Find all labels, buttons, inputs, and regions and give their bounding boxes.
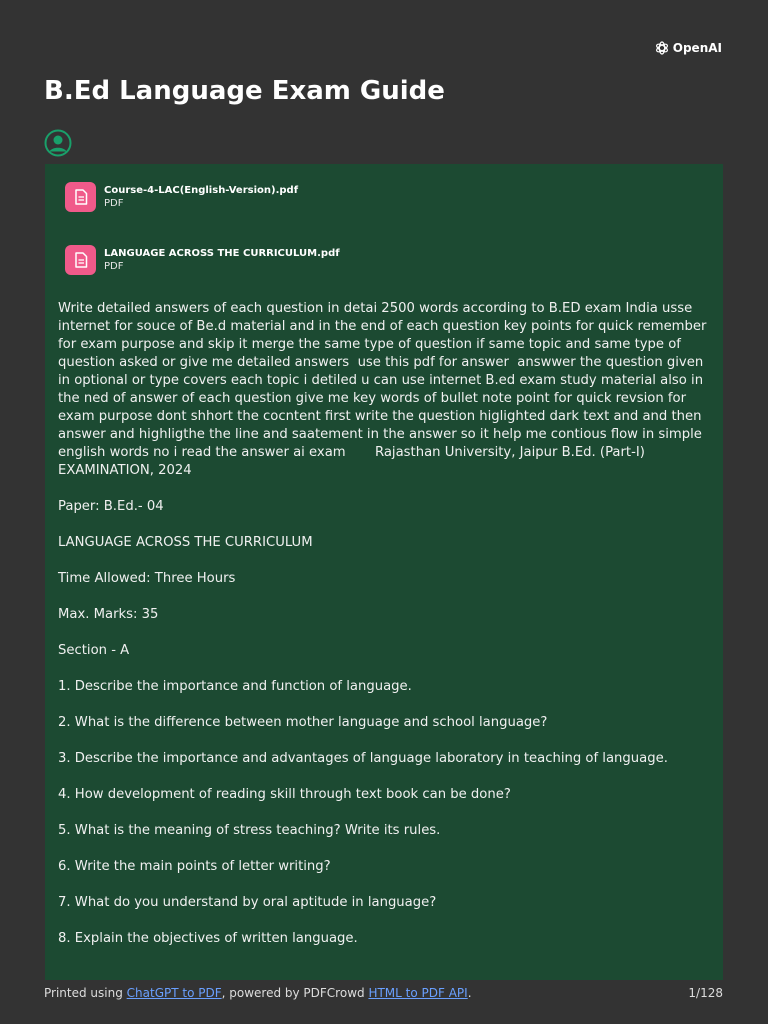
footer-middle: , powered by PDFCrowd bbox=[221, 986, 369, 1000]
footer-prefix: Printed using bbox=[44, 986, 127, 1000]
question-item: 2. What is the difference between mother language and school language? bbox=[58, 715, 548, 730]
html-to-pdf-api-link[interactable]: HTML to PDF API bbox=[368, 986, 468, 1000]
attachment-type: PDF bbox=[104, 198, 124, 209]
question-item: 1. Describe the importance and function of language. bbox=[58, 679, 412, 694]
attachment-item[interactable] bbox=[65, 182, 298, 212]
message-content bbox=[58, 300, 710, 948]
brand-name: OpenAI bbox=[672, 41, 722, 55]
attachment-name: Course-4-LAC(English-Version).pdf bbox=[104, 185, 299, 196]
footer-suffix: . bbox=[467, 986, 472, 1000]
question-item: 6. Write the main points of letter writing? bbox=[58, 859, 331, 874]
attachment-name: LANGUAGE ACROSS THE CURRICULUM.pdf bbox=[104, 248, 340, 259]
marks-line: Max. Marks: 35 bbox=[58, 607, 159, 622]
openai-brand bbox=[654, 40, 722, 56]
question-item: 4. How development of reading skill through text book can be done? bbox=[58, 787, 511, 802]
time-line: Time Allowed: Three Hours bbox=[58, 571, 236, 586]
question-item: 7. What do you understand by oral aptitude in language? bbox=[58, 895, 437, 910]
footer bbox=[44, 986, 472, 1000]
prompt-text: Write detailed answers of each question in detai 2500 words according to B.ED exam India usse internet for souce of Be.d material and in the end of each question key points for quick remember for exam purpose and skip it merge the same type of question if same topic and same type of question asked or give me detailed answers use this pdf for answer answwer the question given in optional or type covers each topic i detiled u can use internet B.ed exam study material also in the ned of answer of each question give me key words of bullet note point for quick revsion for exam purpose dont shhort the cocntent first write the question higlighted dark text and and then answer and highligthe the line and saatement in the answer so it help me contious flow in simple english words no i read the answer ai exam Rajasthan University, Jaipur B.Ed. (Part-I) EXAMINATION, 2024 bbox=[58, 301, 711, 478]
attachment-type: PDF bbox=[104, 261, 124, 272]
question-item: 8. Explain the objectives of written language. bbox=[58, 931, 358, 946]
user-message-panel bbox=[45, 164, 723, 980]
question-item: 3. Describe the importance and advantages of language laboratory in teaching of language. bbox=[58, 751, 668, 766]
page-number: 1/128 bbox=[688, 986, 723, 1000]
section-line: Section - A bbox=[58, 643, 130, 658]
chatgpt-to-pdf-link[interactable]: ChatGPT to PDF bbox=[126, 986, 222, 1000]
subject-line: LANGUAGE ACROSS THE CURRICULUM bbox=[58, 535, 313, 550]
pdf-file-icon bbox=[65, 182, 96, 212]
paper-line: Paper: B.Ed.- 04 bbox=[58, 499, 164, 514]
openai-logo-icon bbox=[654, 40, 670, 56]
user-avatar-icon bbox=[44, 129, 72, 157]
attachment-item[interactable] bbox=[65, 245, 340, 275]
question-item: 5. What is the meaning of stress teaching? Write its rules. bbox=[58, 823, 441, 838]
pdf-file-icon bbox=[65, 245, 96, 275]
page-title: B.Ed Language Exam Guide bbox=[44, 76, 445, 106]
